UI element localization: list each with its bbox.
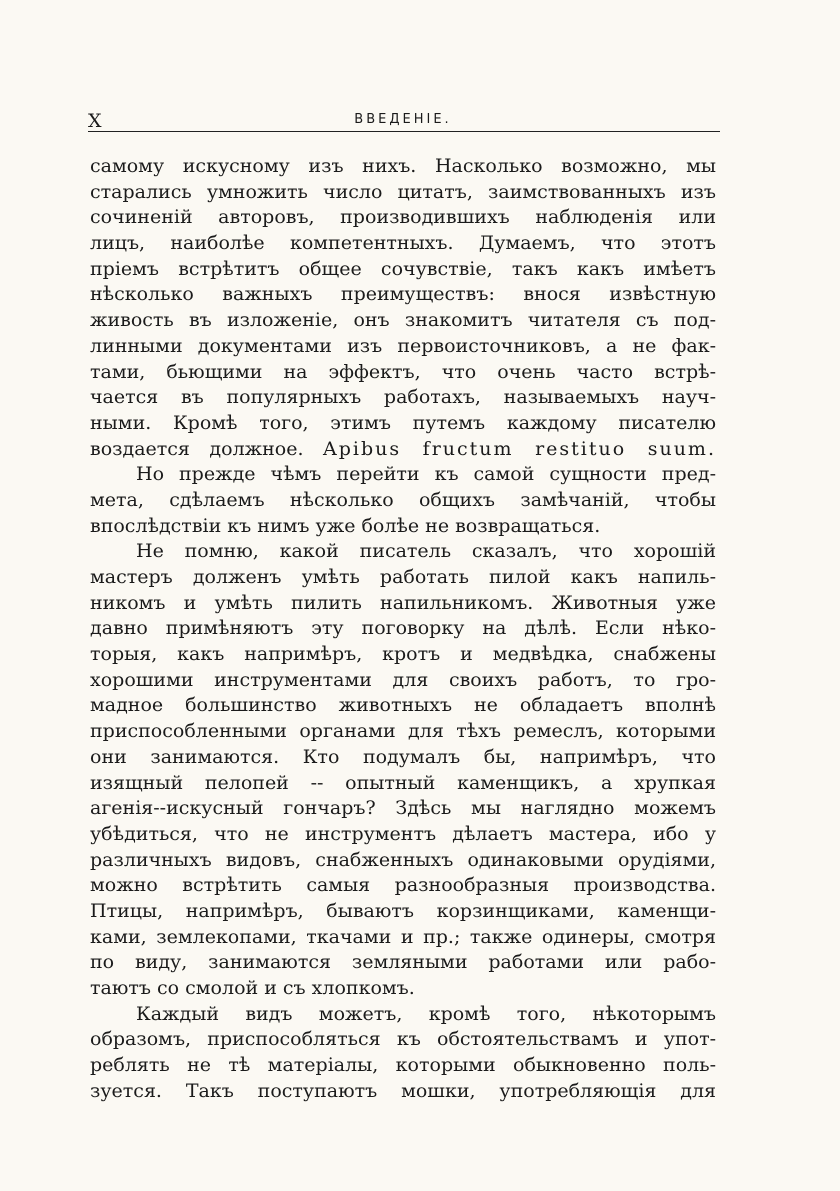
text-line-content: изящный пелопей -- опытный каменщикъ, а хрупкая — [90, 771, 716, 794]
text-line — [90, 308, 716, 334]
text-line — [90, 411, 716, 437]
text-line — [90, 1002, 716, 1028]
text-line — [90, 282, 716, 308]
page-number: X — [88, 110, 103, 132]
text-line-content: воздается должное. — [90, 437, 304, 460]
text-line-content: лицъ, наиболѣе компетентныхъ. Думаемъ, что этотъ — [90, 232, 716, 255]
text-line-content: старались умножить число цитатъ, заимствованныхъ изъ — [90, 180, 716, 203]
header-rule — [88, 131, 720, 132]
text-line — [90, 539, 716, 565]
body-text — [90, 154, 716, 1104]
text-line — [90, 1053, 716, 1079]
text-line — [90, 771, 716, 797]
text-line — [90, 180, 716, 206]
text-line — [90, 848, 716, 874]
text-line — [90, 1027, 716, 1053]
text-line — [90, 360, 716, 386]
text-line-content: никомъ и умѣть пилить напильникомъ. Животныя уже — [90, 591, 716, 614]
text-line — [90, 976, 716, 1002]
text-line — [90, 437, 716, 463]
text-line-content: нѣсколько важныхъ преимуществъ: внося извѣстную — [90, 283, 716, 306]
text-line — [90, 462, 716, 488]
text-line-content: чается въ популярныхъ работахъ, называемыхъ науч- — [90, 386, 716, 409]
text-line-content: зуется. Такъ поступаютъ мошки, употребляющія для — [90, 1079, 716, 1102]
text-line-content: сочиненій авторовъ, производившихъ наблюденія или — [90, 206, 716, 229]
text-line-content: различныхъ видовъ, снабженныхъ одинаковыми орудіями, — [90, 848, 716, 871]
text-line-content: мастеръ долженъ умѣть работать пилой какъ напиль- — [90, 566, 716, 588]
text-line — [90, 796, 716, 822]
text-line-content: ными. Кромѣ того, этимъ путемъ каждому писателю — [90, 411, 716, 434]
text-line — [90, 257, 716, 283]
text-line — [90, 642, 716, 668]
text-line-content: таютъ со смолой и съ хлопкомъ. — [90, 977, 415, 999]
text-line-content: можно встрѣтить самыя разнообразныя производства. — [90, 874, 716, 897]
text-line-content: по виду, занимаются земляными работами или рабо- — [90, 951, 716, 974]
text-line-content: хорошими инструментами для своихъ работъ, то гро- — [90, 668, 716, 691]
text-line — [90, 231, 716, 257]
text-line-content: мадное большинство животныхъ не обладаетъ вполнѣ — [90, 694, 716, 717]
text-line — [90, 565, 716, 591]
text-line-content: приспособленными органами для тѣхъ ремеслъ, которыми — [90, 720, 716, 743]
text-line-content: торыя, какъ напримѣръ, кротъ и медвѣдка, снабжены — [90, 643, 716, 666]
text-line — [90, 719, 716, 745]
text-line-content: мета, сдѣлаемъ нѣсколько общихъ замѣчаній, чтобы — [90, 488, 716, 511]
text-line — [90, 591, 716, 617]
text-line — [90, 1079, 716, 1105]
text-line — [90, 616, 716, 642]
text-line — [90, 154, 716, 180]
text-line-content: убѣдиться, что не инструментъ дѣлаетъ мастера, ибо у — [90, 822, 716, 845]
text-line-content: тами, бьющими на эффектъ, что очень часто встрѣ- — [90, 360, 716, 383]
text-line — [90, 899, 716, 925]
text-line-content: впослѣдствіи къ нимъ уже болѣе не возвращаться. — [90, 514, 601, 537]
text-line-content: Но прежде чѣмъ перейти къ самой сущности пред- — [136, 463, 716, 486]
text-line — [90, 925, 716, 951]
text-line — [90, 668, 716, 694]
text-line-content: давно примѣняютъ эту поговорку на дѣлѣ. Если нѣко- — [90, 617, 716, 640]
text-line — [90, 950, 716, 976]
text-line — [90, 514, 716, 540]
text-line — [90, 334, 716, 360]
text-line — [90, 693, 716, 719]
chapter-title: ВВЕДЕНІЕ. — [354, 112, 452, 127]
text-line — [90, 745, 716, 771]
text-line — [90, 822, 716, 848]
running-head — [88, 110, 718, 130]
text-line-content: они занимаются. Кто подумалъ бы, напримѣръ, что — [90, 745, 716, 768]
text-line — [90, 488, 716, 514]
text-line-content: Каждый видъ можетъ, кромѣ того, нѣкоторымъ — [136, 1002, 716, 1025]
text-line-content: образомъ, приспособляться къ обстоятельствамъ и упот- — [90, 1028, 716, 1051]
text-line-content: реблять не тѣ матеріалы, которыми обыкновенно поль- — [90, 1054, 716, 1077]
text-line — [90, 385, 716, 411]
text-line-content: агенія--искусный гончаръ? Здѣсь мы наглядно можемъ — [90, 797, 716, 820]
text-line-content: Не помню, какой писатель сказалъ, что хорошій — [136, 540, 716, 563]
text-line-content: ками, землекопами, ткачами и пр.; также одинеры, смотря — [90, 925, 716, 948]
text-line-content: самому искусному изъ нихъ. Насколько возможно, мы — [90, 155, 716, 177]
text-line-content: линными документами изъ первоисточниковъ, а не фак- — [90, 334, 716, 357]
latin-quote: Apibus fructum restituo suum. — [323, 437, 716, 460]
text-line — [90, 873, 716, 899]
text-line-content: живость въ изложеніе, онъ знакомитъ читателя съ под- — [90, 309, 716, 332]
text-line-content: Птицы, напримѣръ, бываютъ корзинщиками, каменщи- — [90, 899, 716, 922]
text-line — [90, 205, 716, 231]
text-line-content: пріемъ встрѣтитъ общее сочувствіе, такъ какъ имѣетъ — [90, 257, 716, 280]
